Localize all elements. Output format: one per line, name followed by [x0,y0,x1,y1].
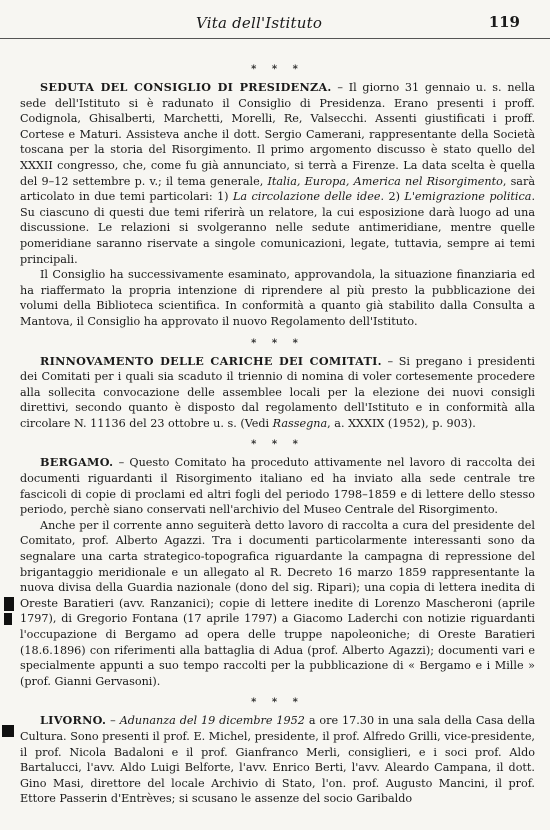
scan-mark [2,725,14,737]
running-title: Vita dell'Istituto [196,14,323,32]
paragraph [20,267,535,329]
text-run: a ore 17.30 in una sala della Casa della Cultura. Sono presenti il prof. E. Michel, presidente, il prof. Alfredo Grilli, vice-presidente, il prof. Nicola Badaloni e il prof. Gianfranco Merli, consiglieri, e i soci prof. Aldo Bartalucci, l'avv. Aldo Luigi Belforte, l'avv. Enrico Berti, l'avv. Aleardo Campana, il dott. Gino Masi, direttore del locale Archivio di Stato, l'on. prof. Augusto Mancini, il prof. Ettore Passerin d'Entrèves; si scusano le assenze del socio Garibaldo [20,714,535,806]
text-run: – Questo Comitato ha proceduto attivamente nel lavoro di raccolta dei documenti riguardanti il Risorgimento italiano ed ha inviato alla sede centrale tre fascicoli di copie di proclami ed altri fogli del periodo 1798–1859 e di lettere dello stesso periodo, perchè siano conservati nell'archivio del Museo Centrale del Risorgimento. [20,456,535,517]
section-separator: * * * [251,697,304,709]
text-run: – [106,714,120,728]
paragraph [20,455,535,517]
paragraph [20,80,535,267]
italic-text: Italia, Europa, America nel Risorgimento [267,174,503,188]
section-separator: * * * [251,64,304,75]
page-number: 119 [488,13,520,31]
section-heading: BERGAMO. [40,455,114,470]
italic-text: La circolazione delle idee [233,190,381,204]
text-run: Il Consiglio ha successivamente esaminato, approvandola, la situazione finanziaria ed ha riaffermato la propria intenzione di riprendere al più presto la pubblicazione dei volumi della Biblioteca scientifica. In conformità a quanto già stabilito dalla Consulta a Mantova, il Consiglio ha approvato il nuovo Regolamento dell'Istituto. [20,268,535,328]
section-heading: LIVORNO. [40,713,107,728]
text-run: , a. XXXIX (1952), p. 903). [327,416,476,430]
section-separator: * * * [251,439,304,451]
document-body [20,62,535,807]
page-header [0,12,550,39]
text-run: . 2) [380,190,405,204]
text-run: . Su ciascuno di questi due temi riferirà un relatore, la cui esposizione darà luogo ad una discussione. Le relazioni si svolgeranno nelle sedute antimeridiane, mentre quelle pomeridiane saranno riservate a singole comunicazioni, legate, tuttavia, sempre ai temi principali. [20,190,535,266]
text-run: – Si pregano i presidenti dei Comitati per i quali sia scaduto il triennio di nomina di voler cortesemente procedere alla sollecita convocazione delle assemblee locali per la elezione dei nuovi consigli direttivi, secondo quanto è disposto dal regolamento dell'Istituto e in conformità alla circolare N. 11136 del 23 ottobre u. s. (Vedi [20,354,535,430]
italic-text: Adunanza del 19 dicembre 1952 [119,714,305,728]
scan-mark [4,613,12,625]
paragraph [20,354,535,432]
section-heading: SEDUTA DEL CONSIGLIO DI PRESIDENZA. [40,80,332,94]
scan-mark [4,597,14,611]
italic-text: Rassegna [272,416,328,430]
section-separator: * * * [251,337,304,349]
text-run: Anche per il corrente anno seguiterà detto lavoro di raccolta a cura del presidente del Comitato, prof. Alberto Agazzi. Tra i documenti particolarmente interessanti sono da segnalare una carta strategico-topografica riguardante la campagna di repressione del brigantaggio meridionale e un allegato al R. Decreto 16 marzo 1859 rappresentante la nuova divisa della Guardia nazionale (dono del sig. Ripari); una copia di lettera inedita di Oreste Baratieri (avv. Ranzanici); copie di lettere inedite di Lorenzo Mascheroni (aprile 1797), di Gregorio Fontana (17 aprile 1797) a Giacomo Laderchi con notizie riguardanti l'occupazione di Bergamo ad opera delle truppe napoleoniche; di Oreste Baratieri (18.6.1896) con riferimenti alla battaglia di Adua (prof. Alberto Agazzi); documenti vari e specialmente appunti a suo tempo raccolti per la pubblicazione di « Bergamo e i Mille » (prof. Gianni Gervasoni). [20,518,535,688]
italic-text: L'emigrazione politica [404,190,532,204]
paragraph [20,713,535,807]
paragraph [20,518,535,690]
text-run: , sarà articolato in due temi particolari: 1) [20,174,535,204]
section-heading: RINNOVAMENTO DELLE CARICHE DEI COMITATI. [40,353,382,368]
text-run: – Il giorno 31 gennaio u. s. nella sede dell'Istituto si è radunato il Consiglio di Presidenza. Erano presenti i proff. Codignola, Ghisalberti, Marchetti, Morelli, Re, Valsecchi. Assenti giustificati i proff. Cortese e Maturi. Assisteva anche il dott. Sergio Camerani, rappresentante della Società toscana per la storia del Risorgimento. Il primo argomento discusso è stato quello del XXXII congresso, che, come fu già annunciato, si terrà a Firenze. La data scelta è quella del 9–12 settembre p. v.; il tema generale, [20,81,535,188]
